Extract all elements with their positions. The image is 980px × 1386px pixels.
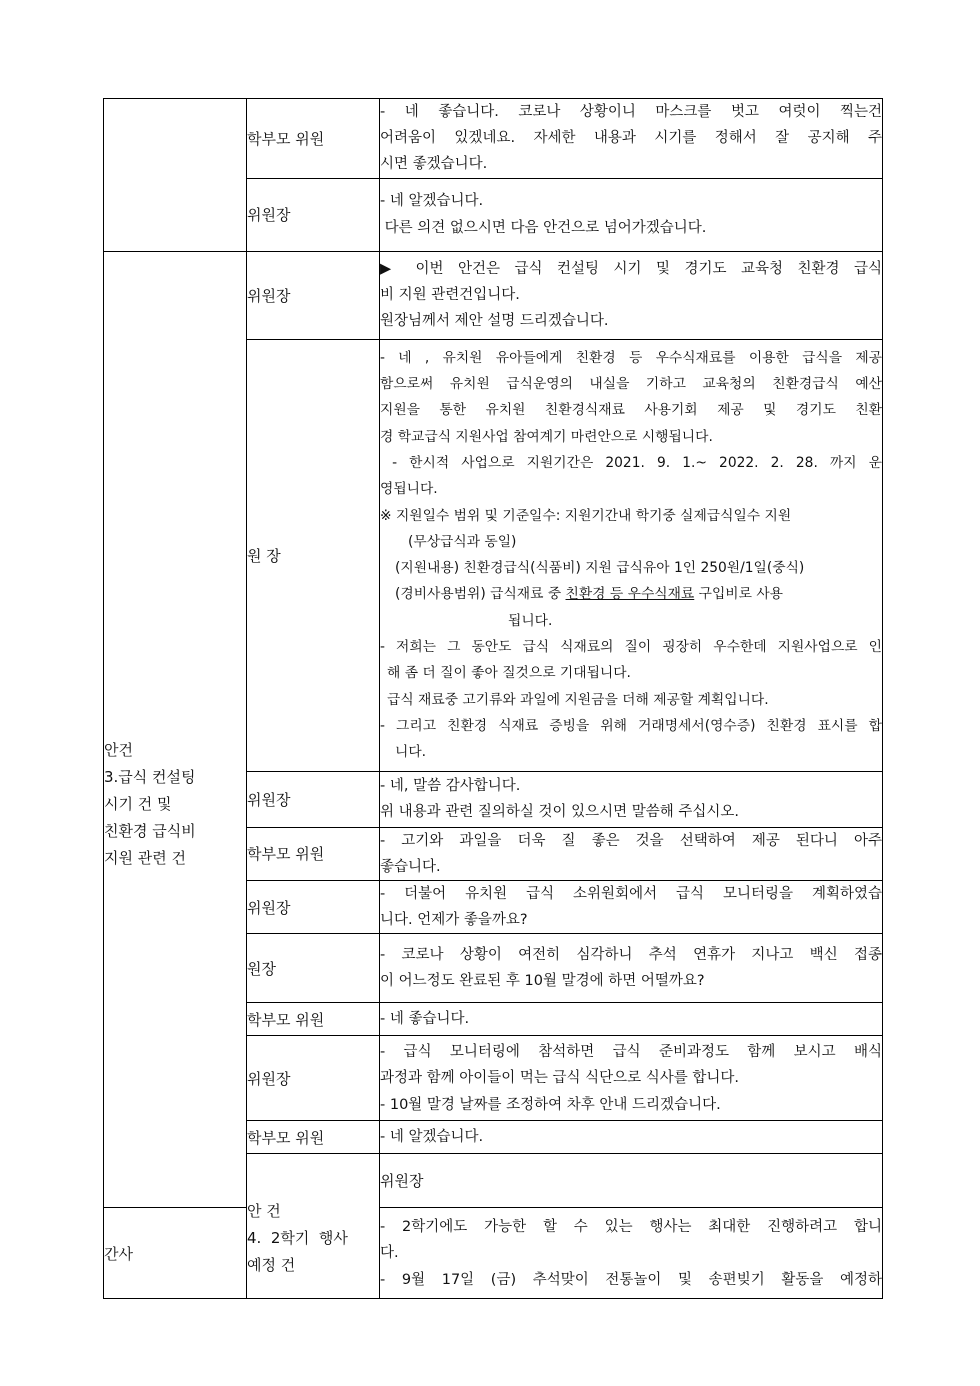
table-row xyxy=(104,99,883,179)
speech-cell: - 네 알겠습니다. xyxy=(380,1121,883,1154)
speaker-cell: 위원장 xyxy=(247,251,380,339)
speech-cell: - 네, 말씀 감사합니다. 위 내용과 관련 질의하실 것이 있으시면 말씀해 주십시오. xyxy=(380,771,883,827)
speech-cell: - 네 좋습니다. xyxy=(380,1003,883,1036)
table-row xyxy=(104,251,883,339)
speech-cell: - 네 좋습니다. 코로나 상황이니 마스크를 벗고 여럿이 찍는건 어려움이 있겠네요. 자세한 내용과 시기를 정해서 잘 공지해 주 시면 좋겠습니다. xyxy=(380,99,883,179)
speech-cell: - 급식 모니터링에 참석하면 급식 준비과정도 함께 보시고 배식 과정과 함께 아이들이 먹는 급식 식단으로 식사를 합니다. - 10월 말경 날짜를 조정하여 차후 안내 드리겠습니다. xyxy=(380,1036,883,1121)
speaker-cell: 위원장 xyxy=(247,1036,380,1121)
speech-cell: ▶ 이번 안건은 급식 컨설팅 시기 및 경기도 교육청 친환경 급식 비 지원 관련건입니다. 원장님께서 제안 설명 드리겠습니다. xyxy=(380,251,883,339)
table-row xyxy=(104,1208,883,1299)
speech-cell: - 더불어 유치원 급식 소위원회에서 급식 모니터링을 계획하였습 니다. 언제가 좋을까요? xyxy=(380,881,883,934)
agenda-4-cell: 안 건 4. 2학기 행사 예정 건 xyxy=(247,1154,380,1299)
speaker-cell: 학부모 위원 xyxy=(247,99,380,179)
speaker-cell: 위원장 xyxy=(247,771,380,827)
agenda-cell-empty xyxy=(104,99,247,252)
speech-cell: - 코로나 상황이 여전히 심각하니 추석 연휴가 지나고 백신 접종 이 어느정도 완료된 후 10월 말경에 하면 어떨까요? xyxy=(380,934,883,1003)
speech-cell: - 네 , 유치원 유아들에게 친환경 등 우수식재료를 이용한 급식을 제공 함으로써 유치원 급식운영의 내실을 기하고 교육청의 친환경급식 예산 지원을 통한 유치원 친환경식재료 사용기회 제공 및 경기도 친환 경 학교급식 지원사업 참여계기 마련안으로 시행됩니다. - 한시적 사업으로 지원기간은 2021. 9. 1.~ 2022. 2. 28. 까지 운 영됩니다. ※ 지원일수 범위 및 기준일수: 지원기간내 학기중 실제급식일수 지원 (무상급식과 동일) (지원내용) 친환경급식(식품비) 지원 급식유아 1인 250원/1일(중식) (경비사용범위) 급식재료 중 친환경 등 우수식재료 구입비로 사용 됩니다. - 저희는 그 동안도 급식 식재료의 질이 굉장히 우수한데 지원사업으로 인 해 좀 더 질이 좋아 질것으로 기대됩니다. 급식 재료중 고기류와 과일에 지원금을 더해 제공할 계획입니다. - 그리고 친환경 식재료 증빙을 위해 거래명세서(영수증) 친환경 표시를 합 니다. xyxy=(380,339,883,771)
speaker-cell: 위원장 xyxy=(380,1154,883,1208)
speaker-cell: 학부모 위원 xyxy=(247,1121,380,1154)
agenda-3-cell: 안건 3.급식 컨설팅 시기 건 및 친환경 급식비 지원 관련 건 xyxy=(104,251,247,1208)
speaker-cell: 원 장 xyxy=(247,339,380,771)
speaker-cell: 학부모 위원 xyxy=(247,827,380,880)
speaker-cell: 학부모 위원 xyxy=(247,1003,380,1036)
speaker-cell: 위원장 xyxy=(247,178,380,251)
speech-cell: - 고기와 과일을 더욱 질 좋은 것을 선택하여 제공 된다니 아주 좋습니다. xyxy=(380,827,883,880)
minutes-table xyxy=(103,98,883,1299)
speaker-cell: 위원장 xyxy=(247,881,380,934)
speaker-cell: 원장 xyxy=(247,934,380,1003)
speaker-cell: 간사 xyxy=(104,1208,247,1299)
speech-cell: - 2학기에도 가능한 할 수 있는 행사는 최대한 진행하려고 합니 다. - 9월 17일 (금) 추석맞이 전통놀이 및 송편빚기 활동을 예정하 xyxy=(380,1208,883,1299)
speech-cell: - 네 알겠습니다. 다른 의견 없으시면 다음 안건으로 넘어가겠습니다. xyxy=(380,178,883,251)
